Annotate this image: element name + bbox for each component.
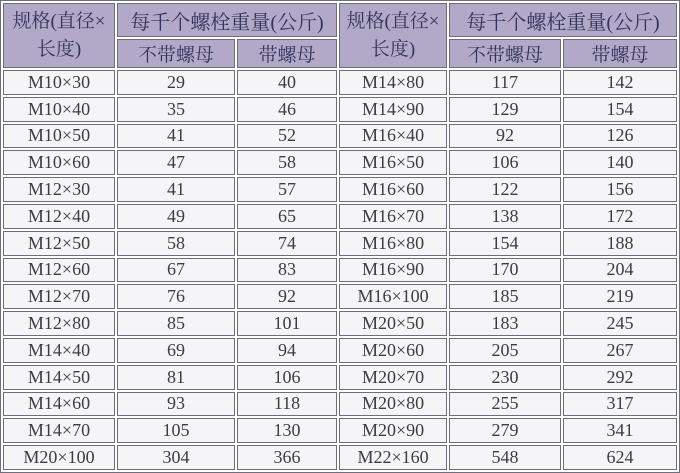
weight-no-nut-cell: 81 xyxy=(117,365,235,390)
table-row xyxy=(3,70,677,95)
weight-no-nut-cell: 41 xyxy=(117,177,235,202)
table-row xyxy=(3,338,677,363)
spec-cell: M20×50 xyxy=(339,311,447,336)
weight-no-nut-cell: 41 xyxy=(117,124,235,149)
weight-no-nut-cell: 170 xyxy=(449,258,561,283)
weight-no-nut-cell: 58 xyxy=(117,231,235,256)
table-row xyxy=(3,177,677,202)
table-row xyxy=(3,97,677,122)
weight-with-nut-cell: 245 xyxy=(563,311,677,336)
spec-cell: M14×60 xyxy=(3,392,115,417)
without-nut-header-right: 不带螺母 xyxy=(449,39,561,68)
weight-with-nut-cell: 65 xyxy=(237,204,337,229)
weight-no-nut-cell: 85 xyxy=(117,311,235,336)
weight-with-nut-cell: 172 xyxy=(563,204,677,229)
weight-with-nut-cell: 154 xyxy=(563,97,677,122)
weight-no-nut-cell: 76 xyxy=(117,284,235,309)
weight-no-nut-cell: 122 xyxy=(449,177,561,202)
weight-with-nut-cell: 101 xyxy=(237,311,337,336)
weight-group-header-left: 每千个螺栓重量(公斤) xyxy=(117,3,337,37)
spec-cell: M14×40 xyxy=(3,338,115,363)
weight-no-nut-cell: 69 xyxy=(117,338,235,363)
spec-cell: M12×70 xyxy=(3,284,115,309)
table-row xyxy=(3,365,677,390)
weight-with-nut-cell: 57 xyxy=(237,177,337,202)
spec-cell: M14×50 xyxy=(3,365,115,390)
table-row xyxy=(3,284,677,309)
spec-cell: M12×60 xyxy=(3,258,115,283)
spec-cell: M14×70 xyxy=(3,418,115,443)
weight-no-nut-cell: 93 xyxy=(117,392,235,417)
table-row xyxy=(3,258,677,283)
table-row xyxy=(3,418,677,443)
weight-no-nut-cell: 29 xyxy=(117,70,235,95)
weight-no-nut-cell: 279 xyxy=(449,418,561,443)
spec-cell: M20×60 xyxy=(339,338,447,363)
weight-with-nut-cell: 94 xyxy=(237,338,337,363)
weight-with-nut-cell: 40 xyxy=(237,70,337,95)
weight-with-nut-cell: 140 xyxy=(563,150,677,175)
spec-cell: M10×30 xyxy=(3,70,115,95)
spec-cell: M20×80 xyxy=(339,392,447,417)
weight-no-nut-cell: 255 xyxy=(449,392,561,417)
spec-cell: M16×60 xyxy=(339,177,447,202)
weight-no-nut-cell: 92 xyxy=(449,124,561,149)
spec-cell: M14×90 xyxy=(339,97,447,122)
spec-cell: M16×50 xyxy=(339,150,447,175)
weight-with-nut-cell: 130 xyxy=(237,418,337,443)
weight-no-nut-cell: 106 xyxy=(449,150,561,175)
weight-with-nut-cell: 142 xyxy=(563,70,677,95)
spec-cell: M22×160 xyxy=(339,445,447,470)
weight-with-nut-cell: 188 xyxy=(563,231,677,256)
spec-cell: M12×30 xyxy=(3,177,115,202)
spec-cell: M12×80 xyxy=(3,311,115,336)
weight-with-nut-cell: 204 xyxy=(563,258,677,283)
spec-cell: M10×40 xyxy=(3,97,115,122)
table-row xyxy=(3,204,677,229)
weight-group-header-right: 每千个螺栓重量(公斤) xyxy=(449,3,677,37)
weight-no-nut-cell: 117 xyxy=(449,70,561,95)
spec-cell: M16×40 xyxy=(339,124,447,149)
spec-cell: M20×90 xyxy=(339,418,447,443)
weight-no-nut-cell: 205 xyxy=(449,338,561,363)
spec-cell: M20×100 xyxy=(3,445,115,470)
table-row xyxy=(3,392,677,417)
weight-with-nut-cell: 317 xyxy=(563,392,677,417)
spec-cell: M12×40 xyxy=(3,204,115,229)
weight-no-nut-cell: 67 xyxy=(117,258,235,283)
weight-no-nut-cell: 35 xyxy=(117,97,235,122)
spec-cell: M10×50 xyxy=(3,124,115,149)
table-row xyxy=(3,445,677,470)
weight-with-nut-cell: 624 xyxy=(563,445,677,470)
weight-no-nut-cell: 154 xyxy=(449,231,561,256)
weight-with-nut-cell: 106 xyxy=(237,365,337,390)
weight-no-nut-cell: 138 xyxy=(449,204,561,229)
weight-no-nut-cell: 129 xyxy=(449,97,561,122)
weight-no-nut-cell: 49 xyxy=(117,204,235,229)
weight-with-nut-cell: 46 xyxy=(237,97,337,122)
weight-with-nut-cell: 267 xyxy=(563,338,677,363)
spec-cell: M14×80 xyxy=(339,70,447,95)
weight-with-nut-cell: 156 xyxy=(563,177,677,202)
spec-cell: M16×70 xyxy=(339,204,447,229)
weight-no-nut-cell: 47 xyxy=(117,150,235,175)
with-nut-header-left: 带螺母 xyxy=(237,39,337,68)
weight-with-nut-cell: 126 xyxy=(563,124,677,149)
weight-no-nut-cell: 183 xyxy=(449,311,561,336)
weight-with-nut-cell: 118 xyxy=(237,392,337,417)
spec-cell: M10×60 xyxy=(3,150,115,175)
weight-no-nut-cell: 304 xyxy=(117,445,235,470)
weight-with-nut-cell: 83 xyxy=(237,258,337,283)
spec-header-left: 规格(直径× 长度) xyxy=(3,3,115,68)
spec-header-right: 规格(直径× 长度) xyxy=(339,3,447,68)
weight-with-nut-cell: 58 xyxy=(237,150,337,175)
without-nut-header-left: 不带螺母 xyxy=(117,39,235,68)
table-row xyxy=(3,311,677,336)
weight-with-nut-cell: 52 xyxy=(237,124,337,149)
header-row-1 xyxy=(3,3,677,37)
weight-no-nut-cell: 105 xyxy=(117,418,235,443)
weight-with-nut-cell: 341 xyxy=(563,418,677,443)
spec-cell: M20×70 xyxy=(339,365,447,390)
table-row xyxy=(3,150,677,175)
table-row xyxy=(3,231,677,256)
spec-cell: M16×80 xyxy=(339,231,447,256)
spec-cell: M12×50 xyxy=(3,231,115,256)
weight-with-nut-cell: 92 xyxy=(237,284,337,309)
weight-with-nut-cell: 292 xyxy=(563,365,677,390)
weight-no-nut-cell: 230 xyxy=(449,365,561,390)
spec-cell: M16×90 xyxy=(339,258,447,283)
weight-with-nut-cell: 74 xyxy=(237,231,337,256)
with-nut-header-right: 带螺母 xyxy=(563,39,677,68)
weight-no-nut-cell: 185 xyxy=(449,284,561,309)
table-row xyxy=(3,124,677,149)
weight-with-nut-cell: 219 xyxy=(563,284,677,309)
weight-no-nut-cell: 548 xyxy=(449,445,561,470)
spec-cell: M16×100 xyxy=(339,284,447,309)
weight-with-nut-cell: 366 xyxy=(237,445,337,470)
